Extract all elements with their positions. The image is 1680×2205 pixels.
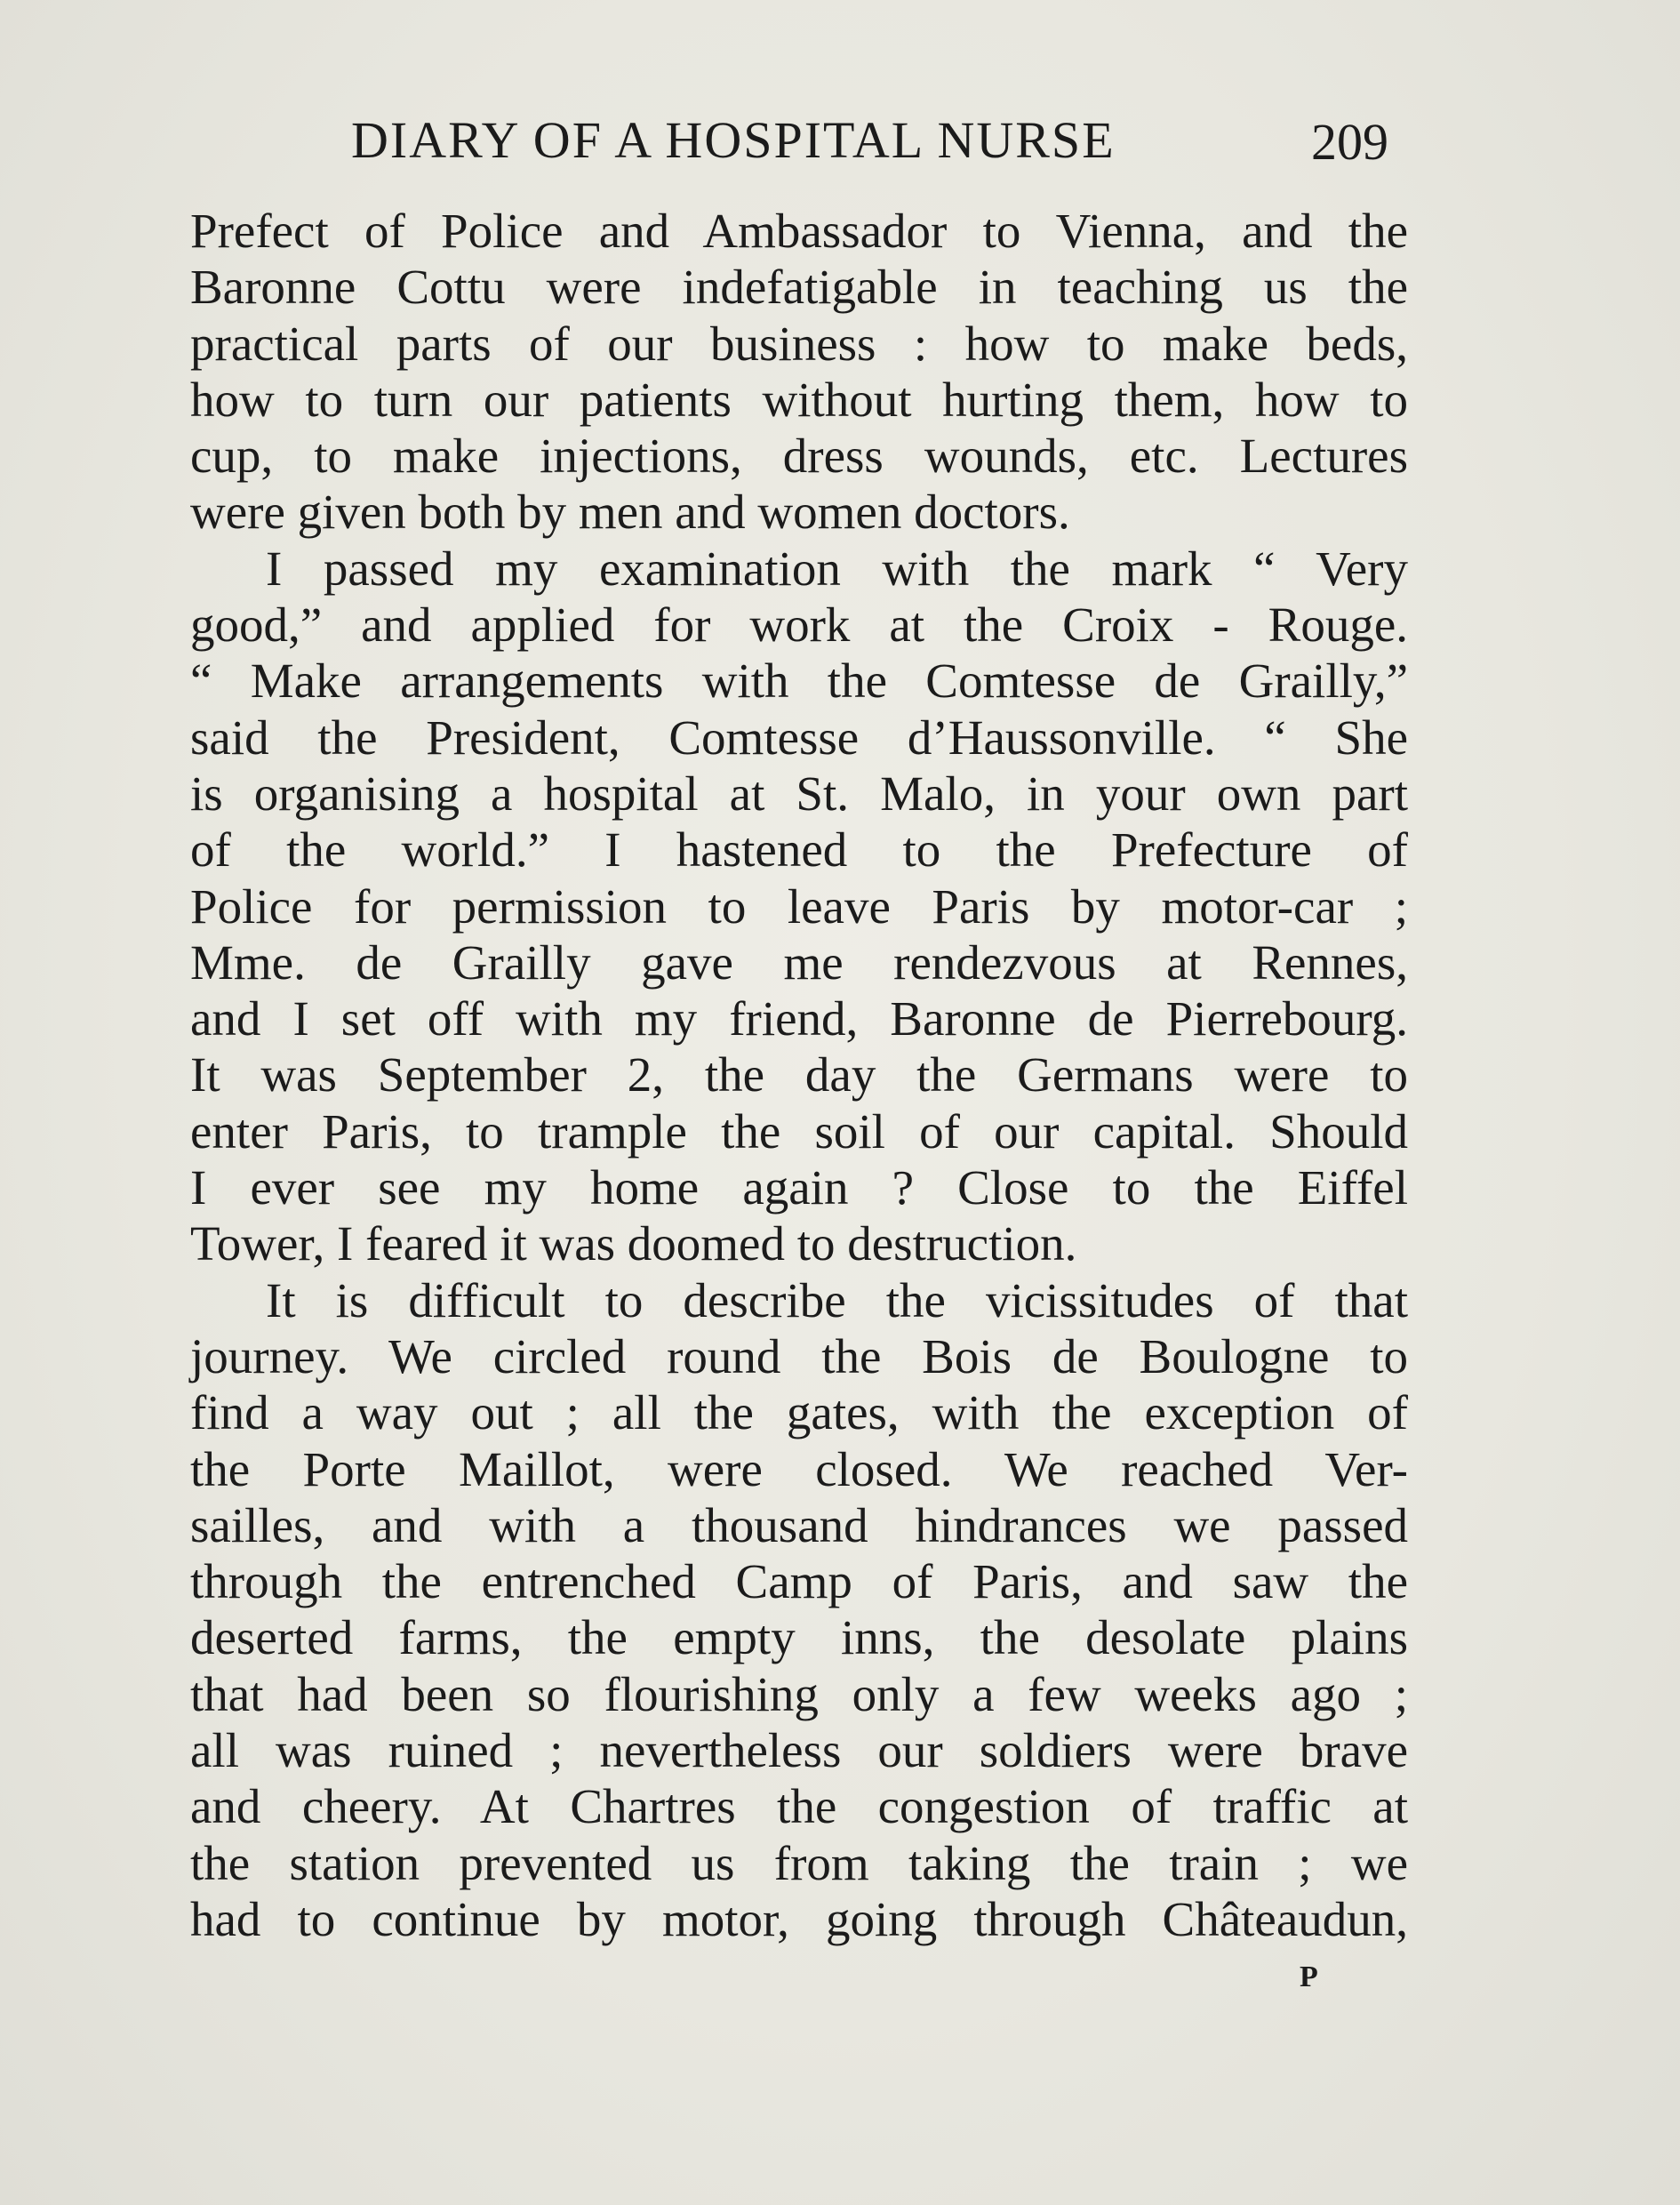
text-line: deserted farms, the empty inns, the desolate plains — [190, 1610, 1408, 1665]
text-line: and cheery. At Chartres the congestion of traffic at — [190, 1779, 1408, 1834]
text-line: find a way out ; all the gates, with the exception of — [190, 1385, 1408, 1440]
text-line: said the President, Comtesse d’Haussonville. “ She — [190, 710, 1408, 765]
body-text — [190, 203, 1408, 1947]
paragraph — [190, 1272, 1408, 1948]
text-line: cup, to make injections, dress wounds, etc. Lectures — [190, 429, 1408, 484]
text-line: Tower, I feared it was doomed to destruction. — [190, 1216, 1077, 1271]
text-line: is organising a hospital at St. Malo, in your own part — [190, 766, 1408, 821]
text-line: It is difficult to describe the vicissitudes of that — [266, 1272, 1408, 1327]
text-line: good,” and applied for work at the Croix - Rouge. — [190, 597, 1408, 653]
paragraph — [190, 541, 1408, 1272]
text-line: Prefect of Police and Ambassador to Vienna, and the — [190, 204, 1408, 258]
text-line: I ever see my home again ? Close to the Eiffel — [190, 1160, 1408, 1215]
text-line: Police for permission to leave Paris by motor-car ; — [190, 878, 1408, 934]
text-line: all was ruined ; nevertheless our soldiers were brave — [190, 1723, 1408, 1778]
text-line: and I set off with my friend, Baronne de Pierrebourg. — [190, 991, 1408, 1046]
text-line: had to continue by motor, going through Châteaudun, — [190, 1891, 1408, 1946]
text-line: practical parts of our business : how to make beds, — [190, 316, 1408, 371]
text-line: that had been so flourishing only a few weeks ago ; — [190, 1666, 1408, 1721]
text-line: “ Make arrangements with the Comtesse de Grailly,” — [190, 653, 1408, 709]
running-title: DIARY OF A HOSPITAL NURSE — [351, 111, 1116, 169]
text-line: through the entrenched Camp of Paris, and saw the — [190, 1554, 1408, 1609]
text-line: the Porte Maillot, were closed. We reached Ver- — [190, 1441, 1408, 1496]
text-line: Baronne Cottu were indefatigable in teaching us the — [190, 260, 1408, 315]
text-line: of the world.” I hastened to the Prefecture of — [190, 822, 1408, 878]
text-line: Mme. de Grailly gave me rendezvous at Rennes, — [190, 934, 1408, 990]
text-line: how to turn our patients without hurting them, how to — [190, 372, 1408, 427]
text-line: the station prevented us from taking the train ; we — [190, 1835, 1408, 1890]
running-head — [351, 105, 1391, 176]
signature-mark: P — [1300, 1960, 1319, 1993]
page-number: 209 — [1311, 113, 1388, 171]
text-line: I passed my examination with the mark “ Very — [266, 541, 1408, 596]
text-line: sailles, and with a thousand hindrances we passed — [190, 1497, 1408, 1552]
paragraph — [190, 203, 1408, 541]
text-line: journey. We circled round the Bois de Boulogne to — [190, 1328, 1408, 1383]
text-line: It was September 2, the day the Germans were to — [190, 1047, 1408, 1102]
text-line: were given both by men and women doctors. — [190, 485, 1070, 540]
text-line: enter Paris, to trample the soil of our capital. Should — [190, 1103, 1408, 1159]
